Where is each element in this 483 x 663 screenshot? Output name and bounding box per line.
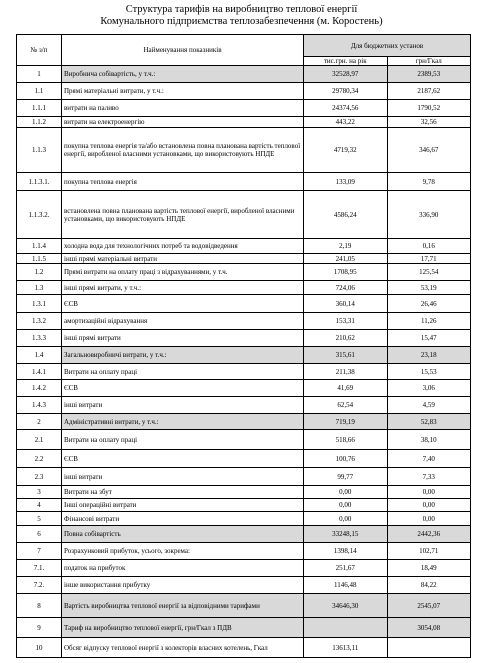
row-value-uah-per-gcal: 7,40 — [387, 450, 471, 468]
table-row — [17, 512, 471, 526]
document-title: Структура тарифів на виробництво теплової енергії — [125, 4, 358, 15]
table-body — [17, 66, 471, 658]
row-number: 1.1.3 — [17, 128, 62, 173]
table-row — [17, 414, 471, 430]
row-number: 2.3 — [17, 468, 62, 486]
row-value-uah-per-gcal: 102,71 — [387, 543, 471, 560]
row-indicator: інші прямі матеріальні витрати — [62, 254, 304, 264]
row-indicator: Витрати на збут — [62, 486, 304, 499]
row-number: 7.1. — [17, 560, 62, 577]
table-row — [17, 128, 471, 173]
row-value-thousand-uah: 251,67 — [304, 560, 388, 577]
row-value-thousand-uah: 1146,48 — [304, 577, 388, 594]
header-budget-institutions: Для бюджетних установ — [304, 35, 471, 57]
table-row — [17, 281, 471, 295]
row-value-thousand-uah: 133,09 — [304, 173, 388, 191]
row-indicator: Адміністративні витрати, у т.ч.: — [62, 414, 304, 430]
row-value-uah-per-gcal: 7,33 — [387, 468, 471, 486]
row-number: 2 — [17, 414, 62, 430]
row-number: 1.3.1 — [17, 295, 62, 313]
row-value-thousand-uah: 4719,32 — [304, 128, 388, 173]
row-value-thousand-uah: 24374,56 — [304, 100, 388, 117]
table-row — [17, 117, 471, 128]
row-indicator: амортизаційні відрахування — [62, 313, 304, 330]
row-value-thousand-uah: 0,00 — [304, 512, 388, 526]
row-indicator: встановлена повна планована вартість теплової енергії, виробленої власними установками, що використовують НПДЕ — [62, 191, 304, 239]
row-number: 1.1.3.2. — [17, 191, 62, 239]
table-row — [17, 66, 471, 83]
row-indicator: холодна вода для технологічних потреб та водовідведення — [62, 239, 304, 254]
row-value-uah-per-gcal: 125,54 — [387, 264, 471, 281]
table-row — [17, 560, 471, 577]
row-indicator: інше використання прибутку — [62, 577, 304, 594]
row-number: 1.1.3.1. — [17, 173, 62, 191]
table-row — [17, 330, 471, 347]
row-number: 1.1.2 — [17, 117, 62, 128]
row-value-uah-per-gcal: 53,19 — [387, 281, 471, 295]
row-value-uah-per-gcal: 26,46 — [387, 295, 471, 313]
row-value-thousand-uah: 0,00 — [304, 486, 388, 499]
row-value-thousand-uah: 1708,95 — [304, 264, 388, 281]
row-number: 1.1.1 — [17, 100, 62, 117]
row-number: 3 — [17, 486, 62, 499]
table-row — [17, 397, 471, 414]
row-indicator: Повна собівартість — [62, 526, 304, 543]
row-value-uah-per-gcal: 2545,07 — [387, 594, 471, 618]
tariff-structure-table — [16, 34, 471, 658]
row-value-uah-per-gcal: 9,78 — [387, 173, 471, 191]
table-row — [17, 577, 471, 594]
row-number: 2.2 — [17, 450, 62, 468]
row-value-uah-per-gcal: 84,22 — [387, 577, 471, 594]
row-indicator: Прямі матеріальні витрати, у т.ч.: — [62, 83, 304, 100]
table-row — [17, 430, 471, 450]
header-thousand-uah-per-year: тис.грн. на рік — [304, 57, 388, 66]
row-value-uah-per-gcal: 2442,36 — [387, 526, 471, 543]
row-value-uah-per-gcal: 3054,08 — [387, 618, 471, 638]
row-value-thousand-uah: 1398,14 — [304, 543, 388, 560]
table-row — [17, 83, 471, 100]
row-value-thousand-uah: 41,69 — [304, 380, 388, 397]
row-indicator: витрати на паливо — [62, 100, 304, 117]
table-row — [17, 364, 471, 380]
row-value-thousand-uah: 33248,15 — [304, 526, 388, 543]
table-row — [17, 450, 471, 468]
table-row — [17, 380, 471, 397]
row-value-thousand-uah: 719,19 — [304, 414, 388, 430]
row-indicator: ЄСВ — [62, 450, 304, 468]
row-value-thousand-uah: 211,38 — [304, 364, 388, 380]
row-value-uah-per-gcal: 4,59 — [387, 397, 471, 414]
row-value-uah-per-gcal: 3,06 — [387, 380, 471, 397]
row-value-uah-per-gcal: 336,90 — [387, 191, 471, 239]
row-number: 7.2. — [17, 577, 62, 594]
row-number: 8 — [17, 594, 62, 618]
row-value-thousand-uah: 13613,11 — [304, 638, 388, 658]
row-value-uah-per-gcal: 346,67 — [387, 128, 471, 173]
row-number: 10 — [17, 638, 62, 658]
row-number: 1 — [17, 66, 62, 83]
row-value-uah-per-gcal: 0,00 — [387, 499, 471, 512]
table-row — [17, 313, 471, 330]
row-number: 1.4 — [17, 347, 62, 364]
row-value-thousand-uah: 360,14 — [304, 295, 388, 313]
table-row — [17, 499, 471, 512]
table-row — [17, 254, 471, 264]
row-indicator: Розрахунковий прибуток, усього, зокрема: — [62, 543, 304, 560]
row-value-thousand-uah: 315,61 — [304, 347, 388, 364]
row-number: 7 — [17, 543, 62, 560]
row-indicator: Інші операційні витрати — [62, 499, 304, 512]
row-value-uah-per-gcal: 0,00 — [387, 512, 471, 526]
row-value-uah-per-gcal: 15,47 — [387, 330, 471, 347]
row-indicator: Витрати на оплату праці — [62, 364, 304, 380]
row-value-uah-per-gcal: 11,26 — [387, 313, 471, 330]
row-number: 1.2 — [17, 264, 62, 281]
row-indicator: Загальновиробничі витрати, у т.ч.: — [62, 347, 304, 364]
row-value-thousand-uah: 241,05 — [304, 254, 388, 264]
document-subtitle: Комунального підприємства теплозабезпечення (м. Коростень) — [100, 16, 383, 27]
row-indicator: покупна теплова енергія та/або встановлена повна планована вартість теплової енергії, виробленої власними установками, що використовують НПДЕ — [62, 128, 304, 173]
row-value-uah-per-gcal: 32,56 — [387, 117, 471, 128]
table-row — [17, 100, 471, 117]
row-number: 1.1.5 — [17, 254, 62, 264]
table-row — [17, 618, 471, 638]
row-value-uah-per-gcal — [387, 638, 471, 658]
row-value-thousand-uah: 99,77 — [304, 468, 388, 486]
row-value-uah-per-gcal: 23,18 — [387, 347, 471, 364]
row-number: 1.1 — [17, 83, 62, 100]
row-value-uah-per-gcal: 18,49 — [387, 560, 471, 577]
row-indicator: Прямі витрати на оплату праці з відрахуваннями, у т.ч. — [62, 264, 304, 281]
table-row — [17, 239, 471, 254]
row-value-thousand-uah: 724,06 — [304, 281, 388, 295]
row-number: 1.3.2 — [17, 313, 62, 330]
row-indicator: інші витрати — [62, 397, 304, 414]
row-indicator: витрати на електроенергію — [62, 117, 304, 128]
row-value-uah-per-gcal: 17,71 — [387, 254, 471, 264]
row-value-uah-per-gcal: 0,00 — [387, 486, 471, 499]
row-value-thousand-uah: 443,22 — [304, 117, 388, 128]
table-row — [17, 486, 471, 499]
table-row — [17, 526, 471, 543]
row-value-thousand-uah: 34646,30 — [304, 594, 388, 618]
header-number: № з/п — [17, 35, 62, 66]
table-row — [17, 543, 471, 560]
table-row — [17, 295, 471, 313]
row-number: 1.4.2 — [17, 380, 62, 397]
row-indicator: покупна теплова енергія — [62, 173, 304, 191]
row-indicator: Фінансові витрати — [62, 512, 304, 526]
table-row — [17, 347, 471, 364]
row-number: 1.1.4 — [17, 239, 62, 254]
row-value-uah-per-gcal: 2187,62 — [387, 83, 471, 100]
row-value-thousand-uah: 518,66 — [304, 430, 388, 450]
row-value-uah-per-gcal: 2389,53 — [387, 66, 471, 83]
table-row — [17, 594, 471, 618]
row-number: 1.3 — [17, 281, 62, 295]
table-row — [17, 191, 471, 239]
row-value-uah-per-gcal: 15,53 — [387, 364, 471, 380]
row-indicator: Виробнича собівартість, у т.ч.: — [62, 66, 304, 83]
row-number: 1.4.3 — [17, 397, 62, 414]
row-indicator: ЄСВ — [62, 380, 304, 397]
table-row — [17, 638, 471, 658]
row-value-uah-per-gcal: 0,16 — [387, 239, 471, 254]
row-value-thousand-uah — [304, 618, 388, 638]
row-value-uah-per-gcal: 52,83 — [387, 414, 471, 430]
row-indicator: Тариф на виробництво теплової енергії, грн/Гкал з ПДВ — [62, 618, 304, 638]
row-value-uah-per-gcal: 1790,52 — [387, 100, 471, 117]
table-row — [17, 468, 471, 486]
row-number: 9 — [17, 618, 62, 638]
row-value-thousand-uah: 62,54 — [304, 397, 388, 414]
header-indicator-name: Найменування показників — [62, 35, 304, 66]
row-value-thousand-uah: 100,76 — [304, 450, 388, 468]
row-indicator: Витрати на оплату праці — [62, 430, 304, 450]
row-indicator: Вартість виробництва теплової енергії за відповідними тарифами — [62, 594, 304, 618]
row-number: 5 — [17, 512, 62, 526]
row-indicator: інші прямі витрати, у т.ч.: — [62, 281, 304, 295]
row-value-uah-per-gcal: 38,10 — [387, 430, 471, 450]
row-number: 4 — [17, 499, 62, 512]
row-value-thousand-uah: 0,00 — [304, 499, 388, 512]
row-indicator: Обсяг відпуску теплової енергії з колекторів власних котелень, Гкал — [62, 638, 304, 658]
header-uah-per-gcal: грн/Гкал — [387, 57, 471, 66]
row-indicator: податок на прибуток — [62, 560, 304, 577]
row-value-thousand-uah: 4586,24 — [304, 191, 388, 239]
row-indicator: ЄСВ — [62, 295, 304, 313]
row-indicator: інші витрати — [62, 468, 304, 486]
table-row — [17, 264, 471, 281]
table-row — [17, 173, 471, 191]
row-value-thousand-uah: 2,19 — [304, 239, 388, 254]
row-indicator: інші прямі витрати — [62, 330, 304, 347]
row-value-thousand-uah: 210,62 — [304, 330, 388, 347]
row-value-thousand-uah: 32528,97 — [304, 66, 388, 83]
row-value-thousand-uah: 153,31 — [304, 313, 388, 330]
row-number: 6 — [17, 526, 62, 543]
row-number: 1.3.3 — [17, 330, 62, 347]
row-value-thousand-uah: 29780,34 — [304, 83, 388, 100]
row-number: 2.1 — [17, 430, 62, 450]
row-number: 1.4.1 — [17, 364, 62, 380]
